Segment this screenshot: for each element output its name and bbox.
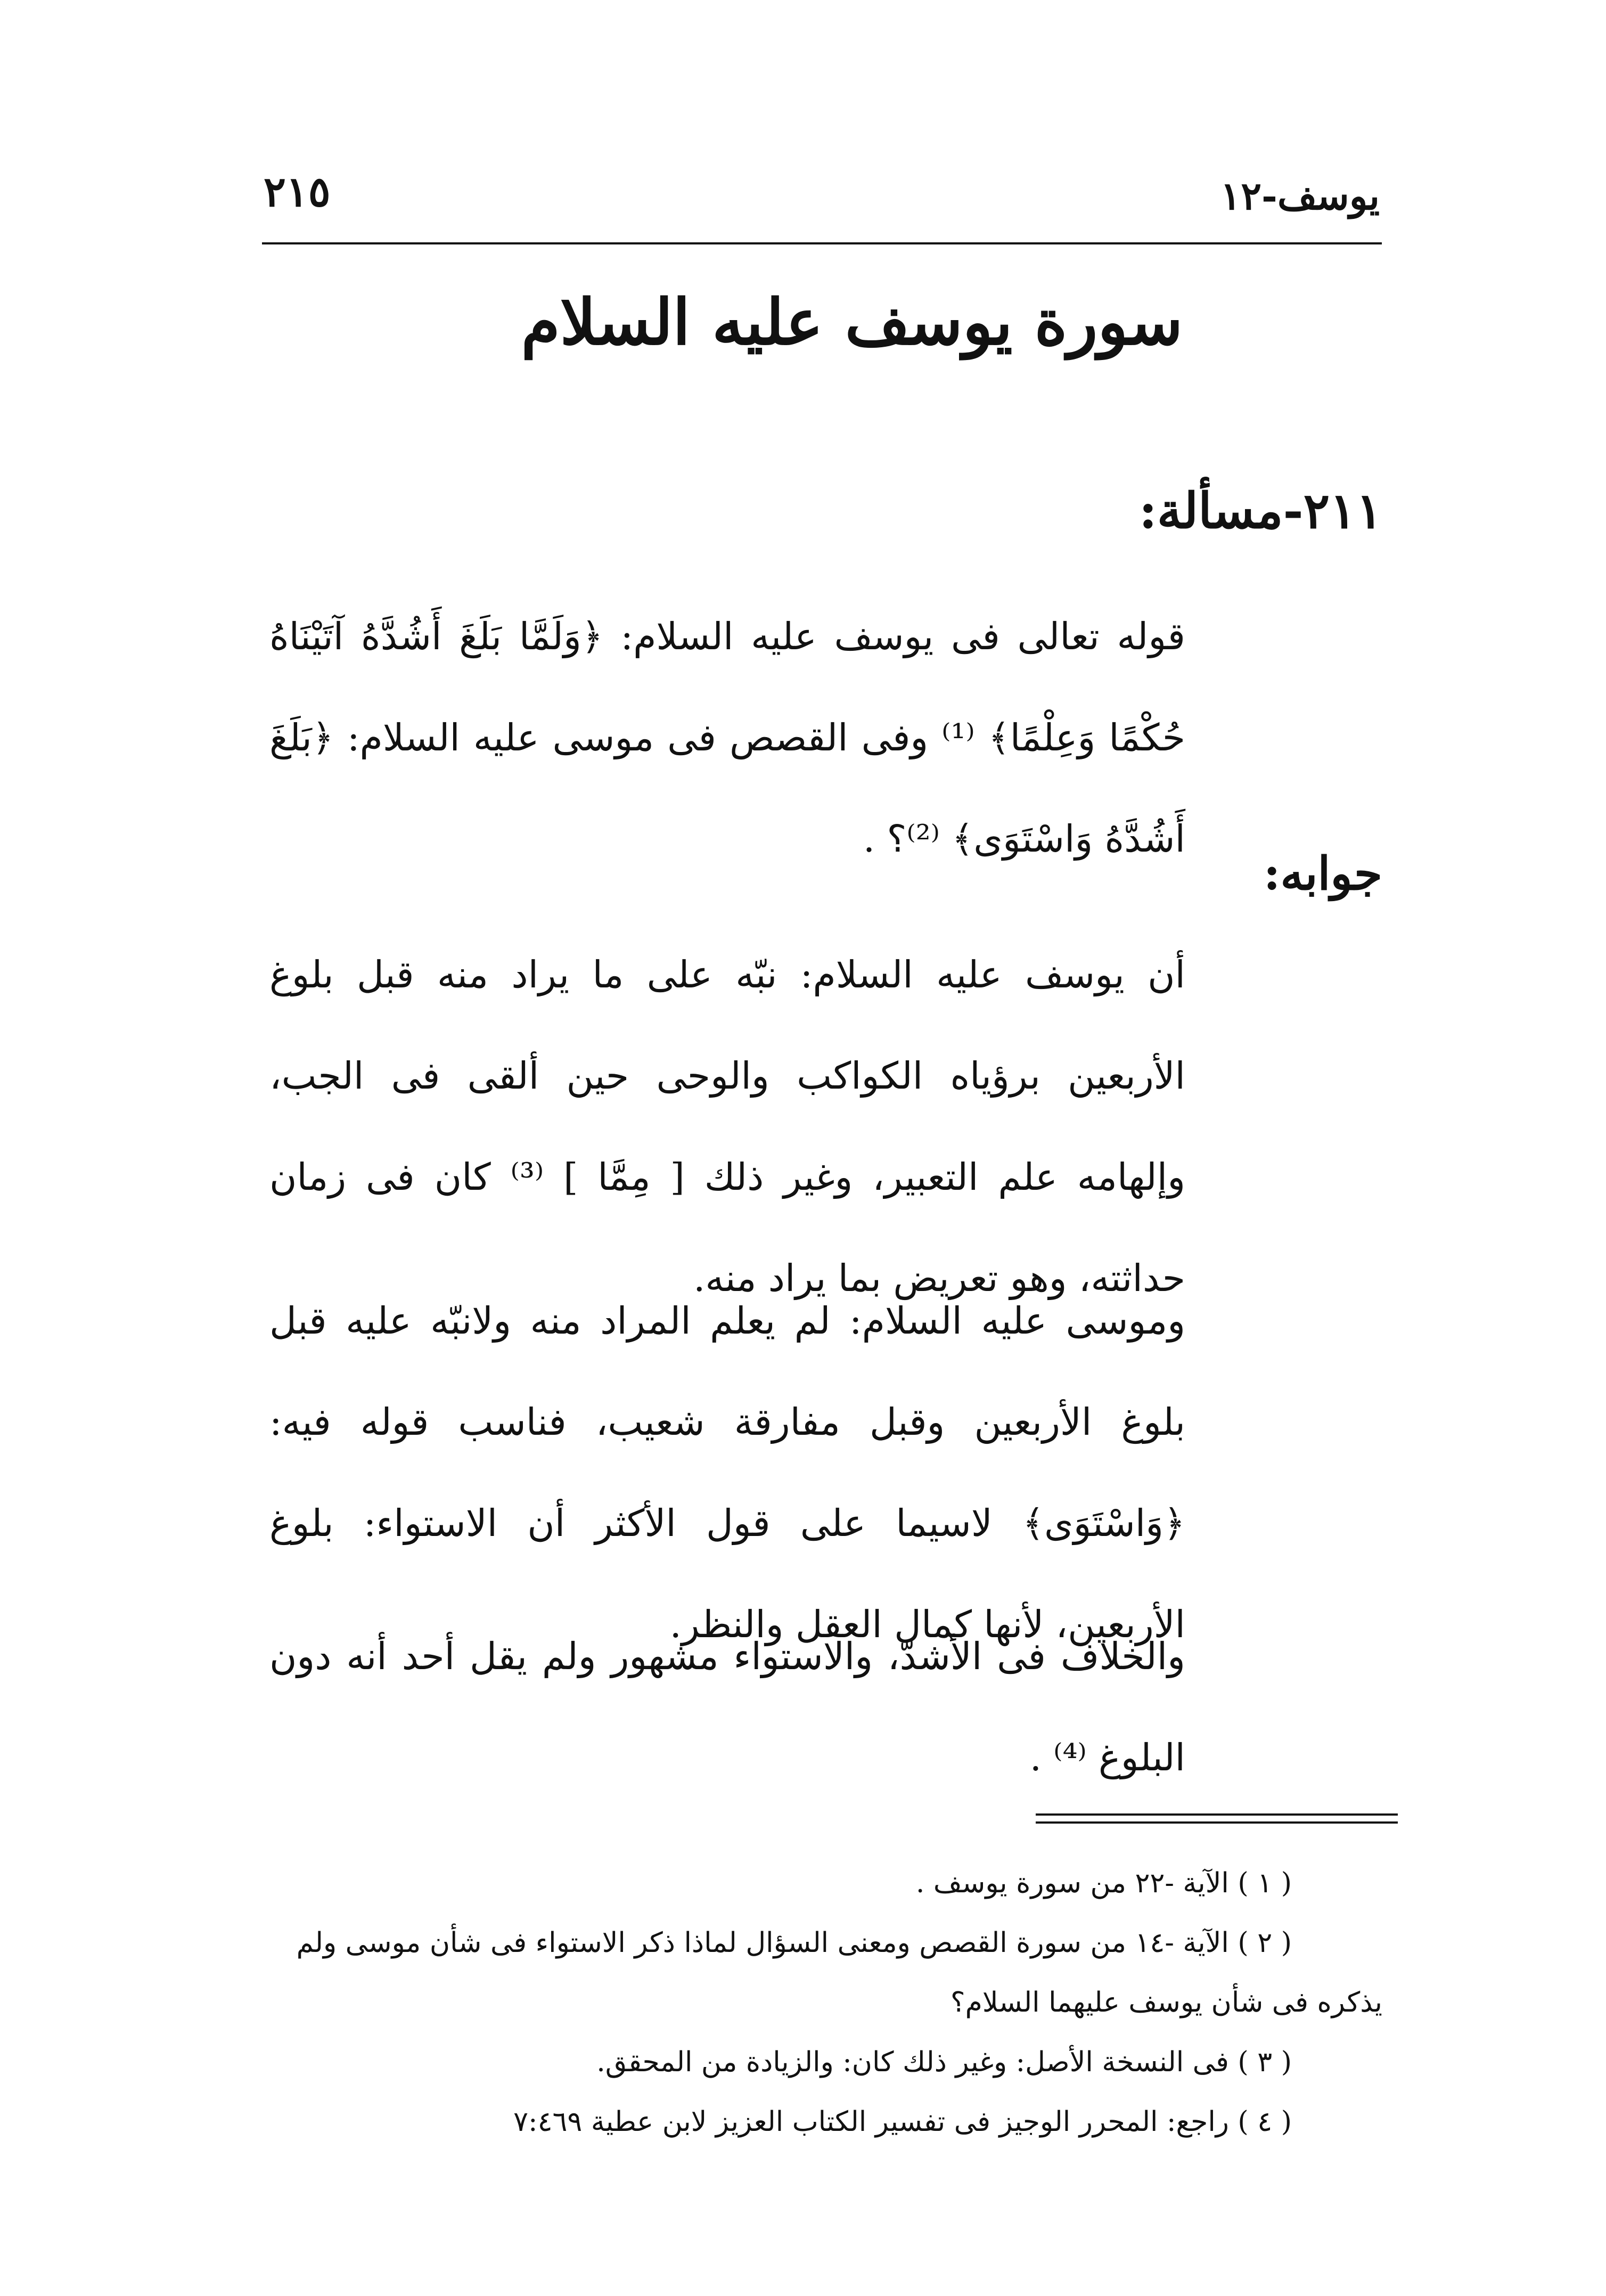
footnote: ( ١ ) الآية -٢٢ من سورة يوسف . bbox=[915, 1867, 1292, 1899]
answer-heading: جوابه: bbox=[1263, 847, 1382, 901]
footnote: ( ٢ ) الآية -١٤ من سورة القصص ومعنى السؤال لماذا ذكر الاستواء فى شأن موسى ولم bbox=[296, 1927, 1292, 1959]
answer-paragraph: والخلاف فى الأشدّ، والاستواء مشهور ولم يقل أحد أنه دون البلوغ ⁽⁴⁾ . bbox=[269, 1635, 1185, 1779]
running-title: يوسف-١٢ bbox=[1220, 173, 1380, 218]
question-heading: ٢١١-مسألة: bbox=[1138, 482, 1382, 540]
question-text: قوله تعالى فى يوسف عليه السلام: ﴿وَلَمَّا بَلَغَ أَشُدَّهُ آتَيْنَاهُ حُكْمًا وَعِلْمًا﴾ ⁽¹⁾ وفى القصص فى موسى عليه السلام: ﴿بَلَغَ أَشُدَّهُ وَاسْتَوَى﴾ ⁽²⁾؟ . bbox=[269, 615, 1185, 861]
footnote: ( ٤ ) راجع: المحرر الوجيز فى تفسير الكتاب العزيز لابن عطية ٧:٤٦٩ bbox=[513, 2106, 1292, 2138]
answer-paragraph: أن يوسف عليه السلام: نبّه على ما يراد منه قبل بلوغ الأربعين برؤياه الكواكب والوحى حين ألقى فى الجب، وإلهامه علم التعبير، وغير ذلك [ مِمَّا ] ⁽³⁾ كان فى زمان حداثته، وهو تعريض بما يراد منه. bbox=[269, 953, 1185, 1300]
chapter-title: سورة يوسف عليه السلام bbox=[521, 285, 1183, 359]
footnotes bbox=[259, 1853, 1382, 2152]
page-number: ٢١٥ bbox=[264, 168, 331, 216]
footnote-separator bbox=[1036, 1821, 1398, 1824]
footnote-separator bbox=[1036, 1813, 1398, 1816]
header-rule bbox=[262, 242, 1382, 244]
footnote-continuation: يذكره فى شأن يوسف عليهما السلام؟ bbox=[951, 1987, 1382, 2019]
footnote: ( ٣ ) فى النسخة الأصل: وغير ذلك كان: والزيادة من المحقق. bbox=[596, 2046, 1292, 2078]
answer-paragraph: وموسى عليه السلام: لم يعلم المراد منه ولانبّه عليه قبل بلوغ الأربعين وقبل مفارقة شعيب، فناسب قوله فيه: ﴿وَاسْتَوَى﴾ لاسيما على قول الأكثر أن الاستواء: بلوغ الأربعين، لأنها كمال العقل والنظر. bbox=[269, 1299, 1185, 1646]
